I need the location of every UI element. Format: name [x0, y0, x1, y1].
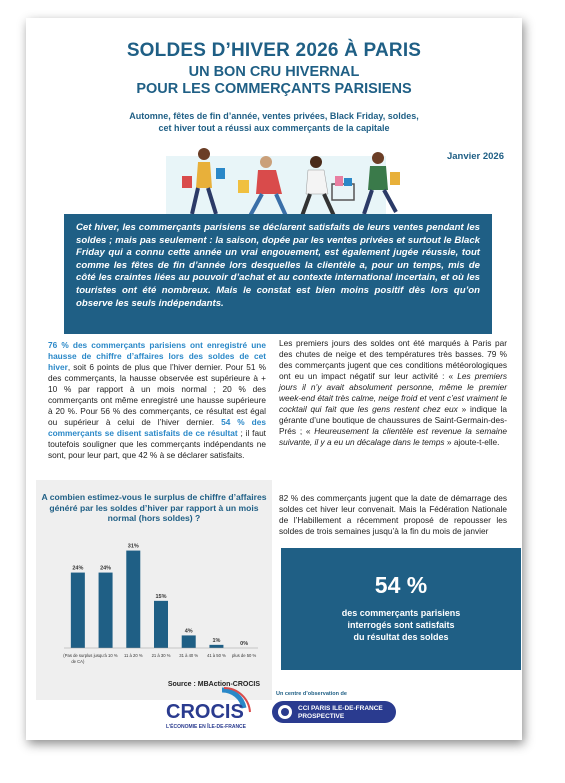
cci-caption: Un centre d’observation de: [276, 691, 347, 697]
cci-logo: [272, 691, 396, 723]
stat-box: [281, 548, 521, 670]
chart-box: [36, 480, 272, 700]
crocis-logo-mark: [164, 686, 254, 732]
value-label-3: 15%: [155, 593, 167, 600]
category-label-6: plus de 50 %: [232, 653, 257, 658]
bar-1: [99, 573, 113, 648]
category-label-0: (Pas de surplus: [63, 653, 93, 658]
subtitle-line-1: Automne, fêtes de fin d’année, ventes privées, Black Friday, soldes,: [129, 111, 419, 121]
cci-icon: [278, 705, 292, 719]
subtitle-line-2: cet hiver tout a réussi aux commerçants de la capitale: [158, 123, 390, 133]
value-label-0: 24%: [72, 565, 84, 572]
category-label-1: jusqu’à 10 %: [93, 653, 118, 658]
cci-badge: [272, 701, 396, 723]
report-title: [26, 40, 522, 98]
report-page: [26, 18, 522, 740]
bar-5: [209, 645, 223, 648]
title-line-2: UN BON CRU HIVERNAL: [188, 64, 360, 80]
right-text-1c: » ajoute-t-elle.: [444, 437, 500, 447]
subtitle: [26, 110, 522, 134]
chart-source: Source : MBAction-CROCIS: [167, 681, 260, 688]
cci-line-2: PROSPECTIVE: [298, 712, 345, 720]
crocis-logo: [164, 686, 254, 737]
category-label-0: de CA): [71, 659, 85, 664]
cci-line-1: CCI PARIS ILE-DE-FRANCE: [298, 705, 383, 712]
highlight-hausse: 76 % des commerçants parisiens ont enregistré une hausse de chiffre d’affaires lors des soldes de cet hiver: [48, 340, 266, 372]
right-text-1a: Les premiers jours des soldes ont été marqués à Paris par des chutes de neige et des températures très basses. 79 % des commerçants jugent que ces conditions météorologiques ont eu un impact négatif sur leur activité : «: [279, 338, 507, 381]
stat-label: [281, 607, 521, 643]
intro-box: Cet hiver, les commerçants parisiens se déclarent satisfaits de leurs ventes pendant les soldes ; mais pas seulement : la saison, dopée par les ventes privées et surtout le Black Friday qui a connu cette année un vrai engouement, est également jugée réussie, tout comme les fêtes de fin d’année lors desquelles la clientèle a, pour un temps, mis de côté les craintes liées au pouvoir d’achat et au contexte international incertain, et où les touristes ont été nombreux. Mais le constat est bien moins positif dès lors qu’on observe les seuls indépendants.: [64, 214, 492, 334]
stat-label-line-3: du résultat des soldes: [353, 632, 449, 642]
value-label-4: 4%: [184, 628, 193, 635]
left-text-1: , soit 6 points de plus que l’hiver dernier. Pour 51 % des commerçants, la hausse observée est supérieure à + 10 % par rapport à un mois normal ; 20 % des commerçants ont même enregistré une hausse supérieure à 20 %. Pour 56 % des commerçants, ce résultat est égal ou supérieur à celui de l’hiver dernier.: [48, 362, 266, 427]
category-label-5: 41 à 50 %: [206, 653, 226, 658]
stat-label-line-2: interrogés sont satisfaits: [347, 620, 455, 630]
stat-label-line-1: des commerçants parisiens: [341, 608, 461, 618]
bar-0: [71, 573, 85, 648]
value-label-1: 24%: [100, 565, 112, 572]
title-line-3: POUR LES COMMERÇANTS PARISIENS: [136, 81, 412, 97]
bar-4: [182, 635, 196, 648]
chart-title: A combien estimez-vous le surplus de chiffre d’affaires généré par les soldes d’hiver par rapport à un mois normal (hors soldes) ?: [41, 492, 267, 523]
category-label-2: 11 à 20 %: [124, 653, 143, 658]
quote-2: Heureusement la clientèle est revenue la semaine suivante, il y a eu un décalage dans le temps: [279, 426, 507, 447]
right-text-1b: » indique la gérante d’une boutique de chaussures de Saint-Germain-des-Prés ; «: [279, 404, 507, 436]
left-column-text: [48, 340, 266, 461]
left-text-2: ; il faut toutefois souligner que les commerçants indépendants ne sont, pour leur part, que 42 % à se déclarer satisfaits.: [48, 428, 266, 460]
highlight-satisfaits: 54 % des commerçants se disent satisfaits de ce résultat: [48, 417, 266, 438]
crocis-name: CROCIS: [166, 701, 244, 723]
bar-3: [154, 601, 168, 648]
bar-chart: [36, 520, 272, 690]
value-label-6: 0%: [240, 641, 249, 647]
category-label-4: 31 à 40 %: [179, 653, 199, 658]
stat-value: 54 %: [374, 572, 428, 598]
category-label-3: 21 à 30 %: [151, 653, 171, 658]
right-column-text-1: [279, 338, 507, 448]
quote-1: Les premiers jours il n’y avait absolument personne, même le premier week-end était très calme, neige froid et vent c’est vraiment le cocktail qui fait que les gens restent chez eux: [279, 371, 507, 414]
bar-2: [126, 551, 140, 648]
value-label-2: 31%: [127, 543, 139, 550]
publication-date: Janvier 2026: [446, 151, 504, 162]
value-label-5: 1%: [212, 637, 221, 644]
title-line-1: SOLDES D’HIVER 2026 À PARIS: [126, 40, 422, 61]
right-column-text-2: 82 % des commerçants jugent que la date de démarrage des soldes cet hiver leur convenait. Mais la Fédération Nationale de l’Habillement a récemment proposé de repousser les soldes de trois semaines jusqu’à la fin du mois de janvier: [279, 493, 507, 536]
crocis-tagline: L’ÉCONOMIE EN ÎLE-DE-FRANCE: [166, 724, 247, 730]
